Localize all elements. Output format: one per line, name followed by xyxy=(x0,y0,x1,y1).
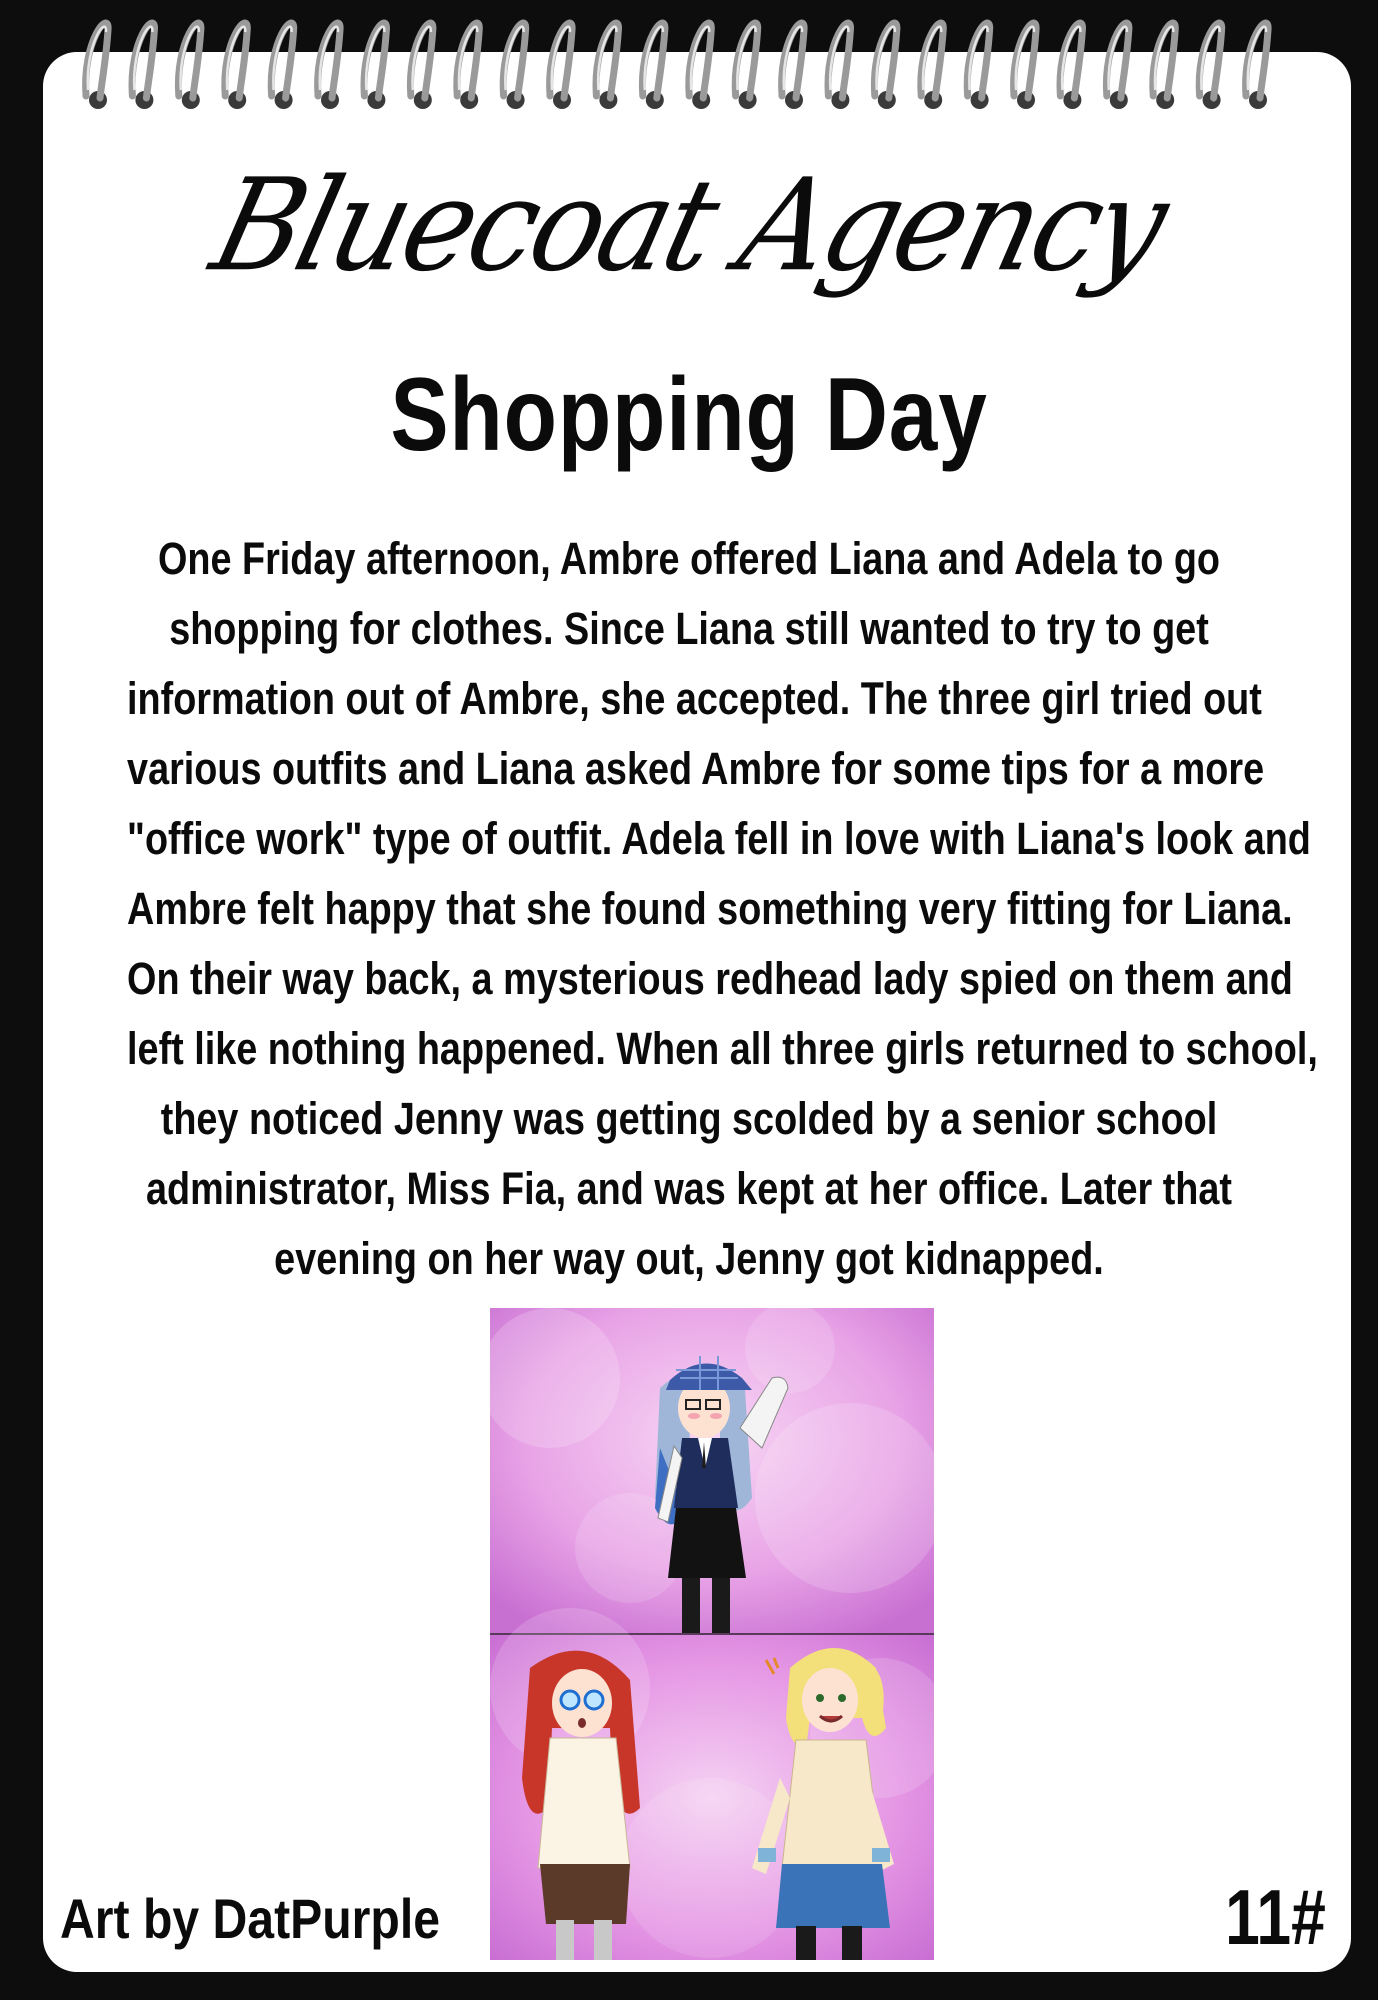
story-line: they noticed Jenny was getting scolded by a senior school xyxy=(160,1093,1218,1144)
comic-illustration xyxy=(490,1308,934,1960)
page-number: 11# xyxy=(1225,1873,1326,1961)
story-line: left like nothing happened. When all three girls returned to school, xyxy=(127,1023,1318,1074)
page-title: Shopping Day xyxy=(390,357,988,473)
top-panel xyxy=(490,1308,934,1634)
brand-logo-text: Bluecoat Agency xyxy=(199,150,1179,300)
story-line: various outfits and Liana asked Ambre for some tips for a more xyxy=(127,743,1265,794)
story-line: Ambre felt happy that she found something very fitting for Liana. xyxy=(127,883,1293,934)
art-credit: Art by DatPurple xyxy=(60,1887,440,1950)
story-text xyxy=(20,524,1358,1294)
story-line: evening on her way out, Jenny got kidnapped. xyxy=(274,1233,1104,1284)
story-line: shopping for clothes. Since Liana still wanted to try to get xyxy=(169,603,1209,654)
story-line: information out of Ambre, she accepted. The three girl tried out xyxy=(127,673,1262,724)
story-line: On their way back, a mysterious redhead lady spied on them and xyxy=(127,953,1293,1004)
bottom-panel xyxy=(490,1608,934,1960)
story-line: One Friday afternoon, Ambre offered Liana and Adela to go xyxy=(157,533,1221,584)
story-line: "office work" type of outfit. Adela fell in love with Liana's look and xyxy=(127,813,1311,864)
story-line: administrator, Miss Fia, and was kept at her office. Later that xyxy=(146,1163,1232,1214)
brand-logo xyxy=(0,120,1378,330)
